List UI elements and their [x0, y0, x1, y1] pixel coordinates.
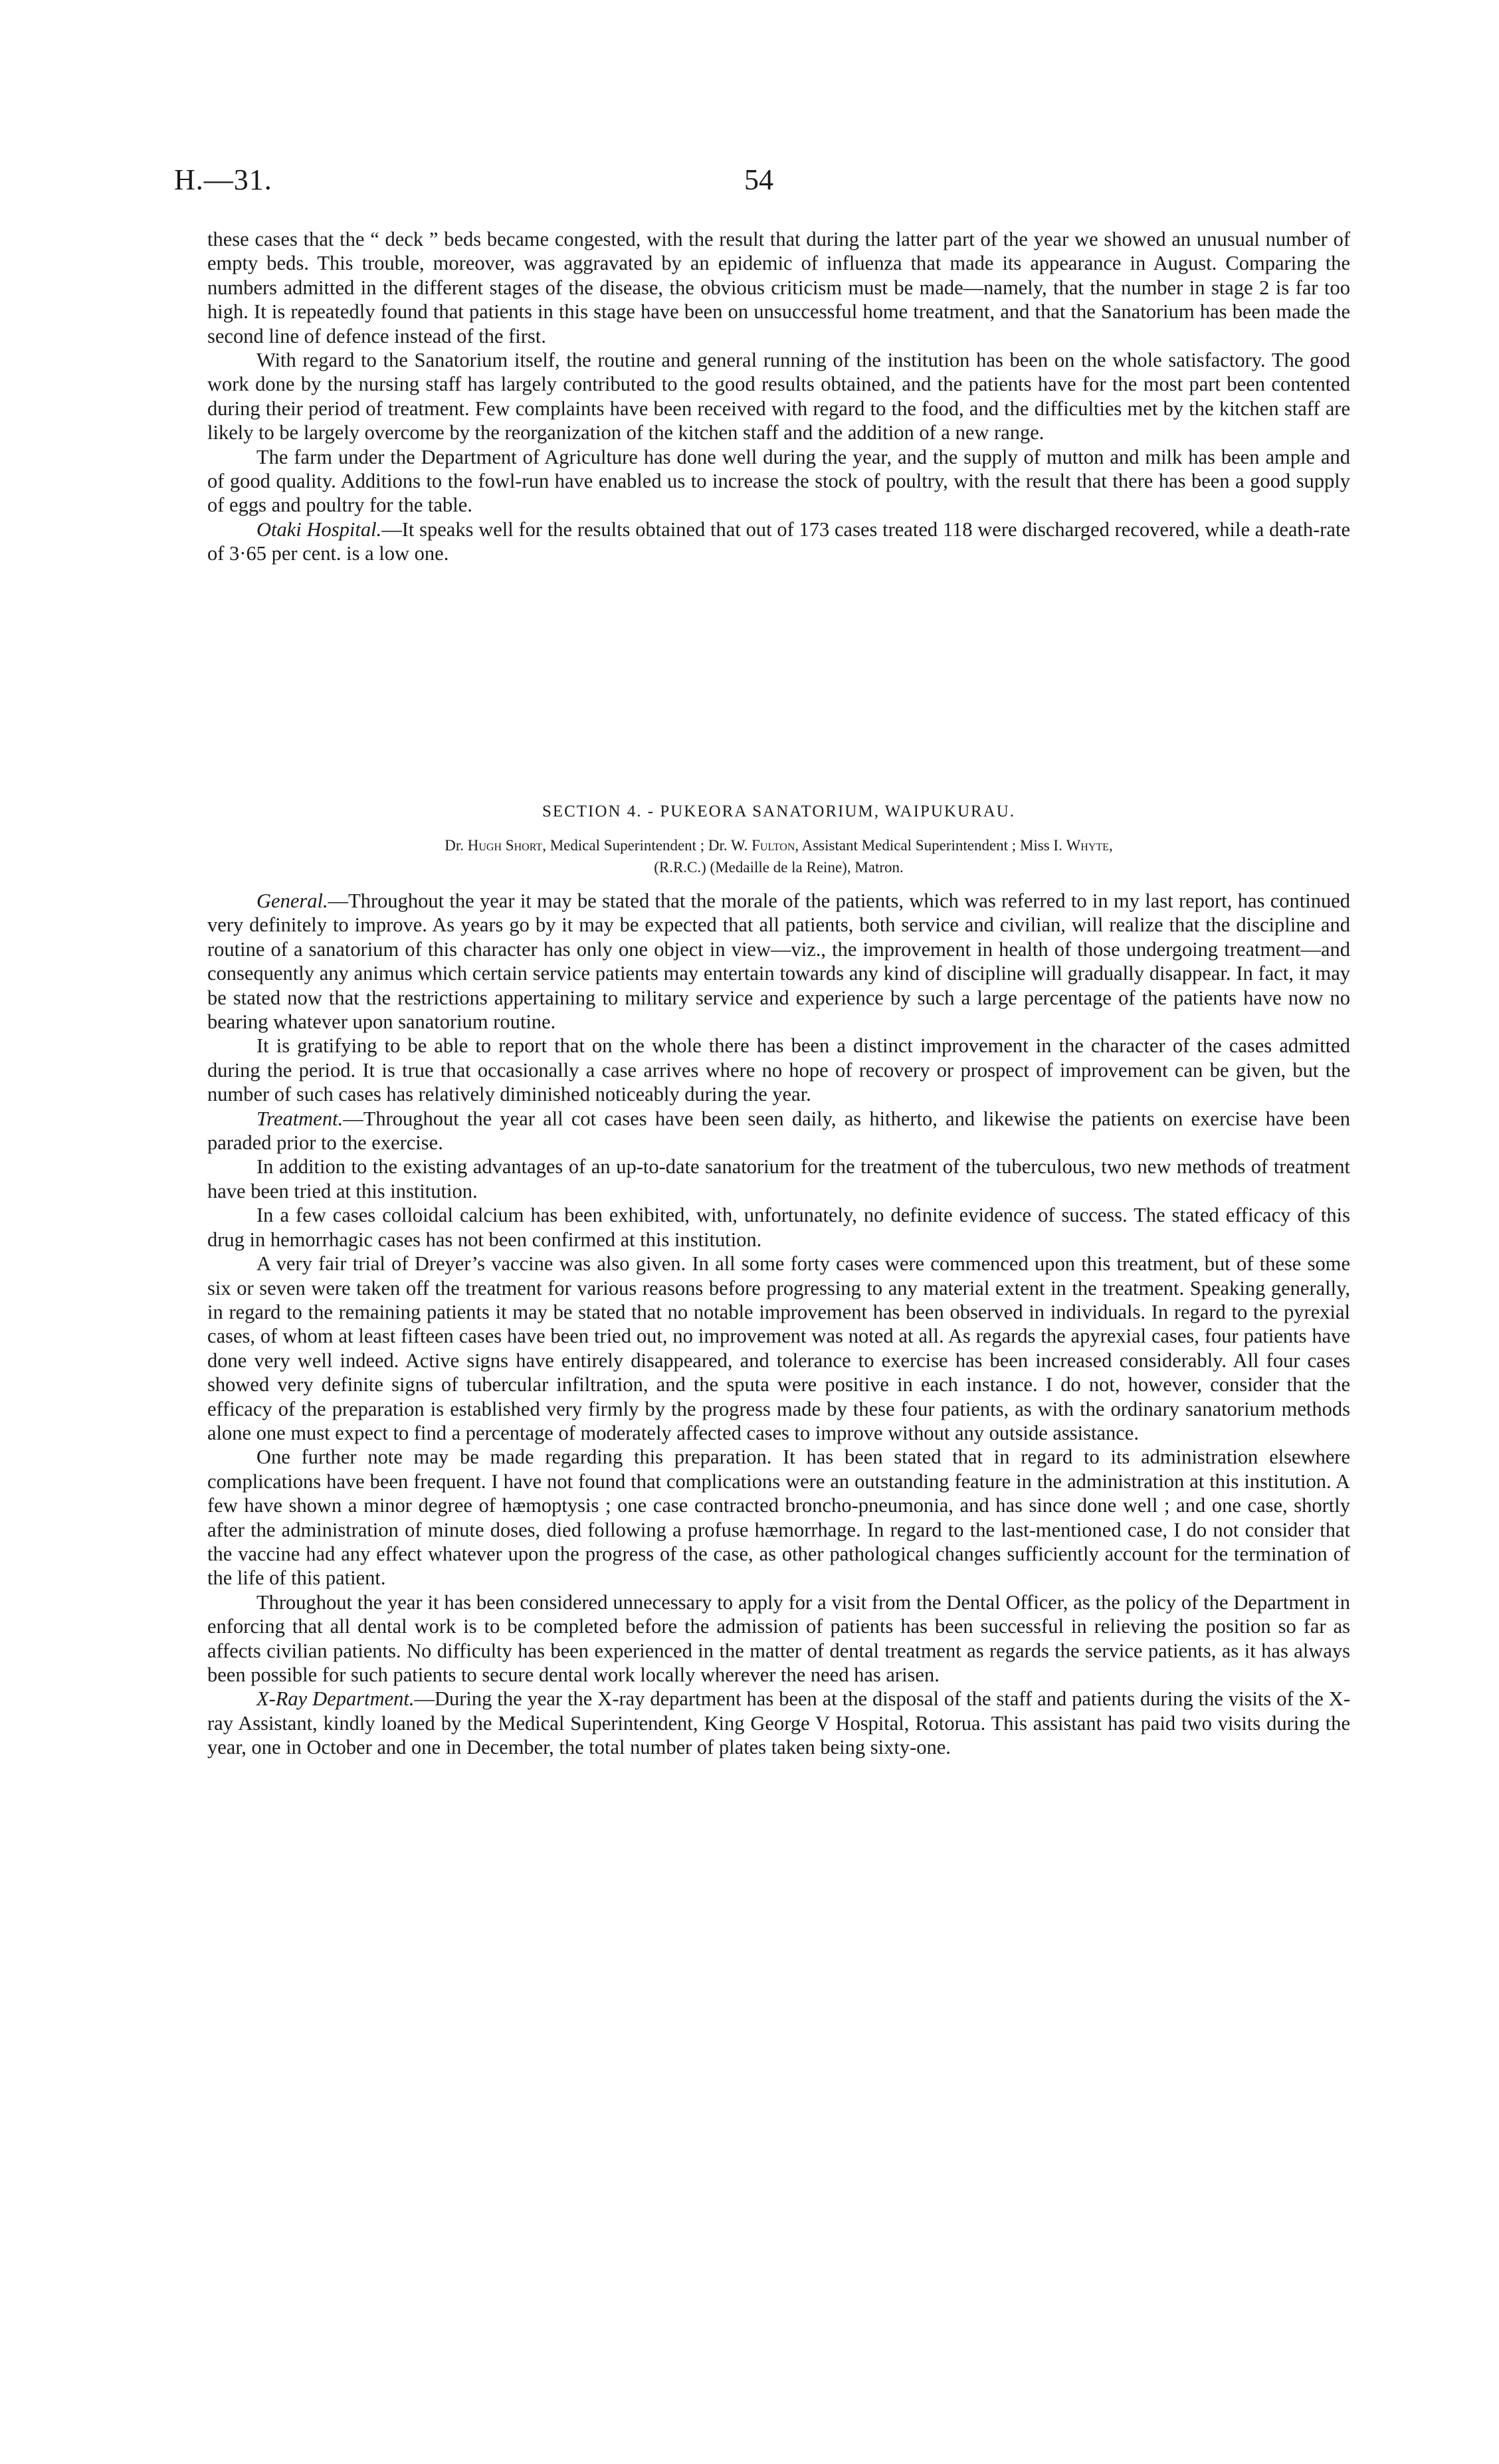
staff-text: , Assistant Medical Superintendent ; Miss I.: [795, 837, 1066, 854]
paragraph: [207, 227, 1350, 348]
paragraph-text: —During the year the X-ray department has been at the disposal of the staff and patients during the visits of the X-ray Assistant, kindly loaned by the Medical Superintendent, King George V Hospital, Rotorua. This assistant has paid two visits during the year, one in October and one in December, the total number of plates taken being sixty-one.: [207, 1687, 1350, 1759]
paragraph-text: these cases that the “ deck ” beds became congested, with the result that during the latter part of the year we showed an unusual number of empty beds. This trouble, moreover, was aggravated by an epidemic of influenza that made its appearance in August. Comparing the numbers admitted in the different stages of the disease, the obvious criticism must be made—namely, that the number in stage 2 is far too high. It is repeatedly found that patients in this stage have been on unsuccessful home treatment, and that the Sanatorium has been made the second line of defence instead of the first.: [207, 228, 1350, 347]
section-4-body: [207, 889, 1350, 1760]
staff-listing: [207, 834, 1350, 878]
staff-text: ,: [1108, 837, 1113, 854]
paragraph-text: It is gratifying to be able to report that on the whole there has been a distinct improvement in the character of the cases admitted during the period. It is true that occasionally a case arrives where no hope of recovery or prospect of improvement can be given, but the number of such cases has relatively diminished noticeably during the year.: [207, 1034, 1350, 1106]
staff-text: , Medical Superintendent ; Dr. W.: [542, 837, 752, 854]
paragraph-text: Throughout the year it has been considered unnecessary to apply for a visit from the Dental Officer, as the policy of the Department in enforcing that all dental work is to be completed before the admission of patients has been successful in relieving the position so far as affects civilian patients. No difficulty has been experienced in the matter of dental treatment as regards the service patients, as it has always been possible for such patients to secure dental work locally wherever the need has arisen.: [207, 1590, 1350, 1686]
paragraph-heading: X-Ray Department.: [256, 1687, 415, 1711]
document-reference: H.—31.: [174, 163, 272, 196]
paragraph: [207, 1155, 1350, 1203]
paragraph: [207, 1590, 1350, 1687]
page-number: 54: [744, 163, 773, 196]
paragraph: [207, 1203, 1350, 1252]
paragraph-text: —Throughout the year all cot cases have been seen daily, as hitherto, and likewise the patients on exercise have been paraded prior to the exercise.: [207, 1107, 1350, 1155]
page-header: [174, 163, 1344, 203]
paragraph: [207, 1034, 1350, 1106]
paragraph: [207, 1445, 1350, 1590]
paragraph-text: With regard to the Sanatorium itself, the routine and general running of the institution has been on the whole satisfactory. The good work done by the nursing staff has largely contributed to the good results obtained, and the patients have for the most part been contented during their period of treatment. Few complaints have been received with regard to the food, and the difficulties met by the kitchen staff are likely to be largely overcome by the reorganization of the kitchen staff and the addition of a new range.: [207, 349, 1350, 444]
paragraph-text: In a few cases colloidal calcium has been exhibited, with, unfortunately, no definite evidence of success. The stated efficacy of this drug in hemorrhagic cases has not been confirmed at this institution.: [207, 1204, 1350, 1251]
staff-name: Whyte: [1066, 837, 1109, 854]
paragraph: [207, 518, 1350, 566]
paragraph: [207, 348, 1350, 445]
paragraph-text: —Throughout the year it may be stated that the morale of the patients, which was referred to in my last report, has continued very definitely to improve. As years go by it may be expected that all patients, both service and civilian, will realize that the discipline and routine of a sanatorium of this character has only one object in view—viz., the improvement in health of those undergoing treatment—and consequently any animus which certain service patients may entertain towards any kind of discipline will gradually disappear. In fact, it may be stated now that the restrictions appertaining to military service and experience by such a large percentage of the patients have now no bearing whatever upon sanatorium routine.: [207, 890, 1350, 1034]
paragraph: [207, 889, 1350, 1034]
paragraph-heading: Treatment.: [256, 1107, 344, 1130]
paragraph-text: —It speaks well for the results obtained that out of 173 cases treated 118 were discharged recovered, while a death-rate of 3·65 per cent. is a low one.: [207, 518, 1350, 565]
staff-name: Hugh Short: [467, 837, 543, 854]
paragraph-text: A very fair trial of Dreyer’s vaccine was also given. In all some forty cases were commenced upon this treatment, but of these some six or seven were taken off the treatment for various reasons before progressing to any material extent in the treatment. Speaking generally, in regard to the remaining patients it may be stated that no notable improvement has been observed in individuals. In regard to the pyrexial cases, of whom at least fifteen cases have been tried out, no improvement was noted at all. As regards the apyrexial cases, four patients have done very well indeed. Active signs have entirely disappeared, and tolerance to exercise has been increased considerably. All four cases showed very definite signs of tubercular infiltration, and the sputa were positive in each instance. I do not, however, consider that the efficacy of the preparation is established very firmly by the progress made by these four patients, as with the ordinary sanatorium methods alone one must expect to find a percentage of moderately affected cases to improve without any outside assistance.: [207, 1252, 1350, 1444]
paragraph-text: The farm under the Department of Agriculture has done well during the year, and the supply of mutton and milk has been ample and of good quality. Additions to the fowl-run have enabled us to increase the stock of poultry, with the result that there has been a good supply of eggs and poultry for the table.: [207, 445, 1350, 517]
paragraph-text: One further note may be made regarding this preparation. It has been stated that in regard to its administration elsewhere complications have been frequent. I have not found that complications were an outstanding feature in the administration at this institution. A few have shown a minor degree of hæmoptysis ; one case contracted broncho-pneumonia, and has since done well ; and one case, shortly after the administration of minute doses, died following a profuse hæmorrhage. In regard to the last-mentioned case, I do not consider that the vaccine had any effect whatever upon the progress of the case, as other pathological changes sufficiently account for the termination of the life of this patient.: [207, 1446, 1350, 1590]
paragraph-text: In addition to the existing advantages of an up-to-date sanatorium for the treatment of the tuberculous, two new methods of treatment have been tried at this institution.: [207, 1155, 1350, 1202]
paragraph-heading: Otaki Hospital.: [256, 518, 382, 541]
continued-report-section: [207, 227, 1350, 566]
paragraph: [207, 445, 1350, 518]
staff-line: [207, 834, 1350, 856]
staff-name: Fulton: [751, 837, 795, 854]
paragraph-heading: General.: [256, 890, 328, 912]
staff-line: (R.R.C.) (Medaille de la Reine), Matron.: [654, 859, 904, 876]
paragraph: [207, 1107, 1350, 1155]
section-title: SECTION 4. - PUKEORA SANATORIUM, WAIPUKURAU.: [542, 803, 1016, 820]
staff-text: Dr.: [445, 837, 468, 854]
paragraph: [207, 1252, 1350, 1445]
paragraph: [207, 1687, 1350, 1759]
